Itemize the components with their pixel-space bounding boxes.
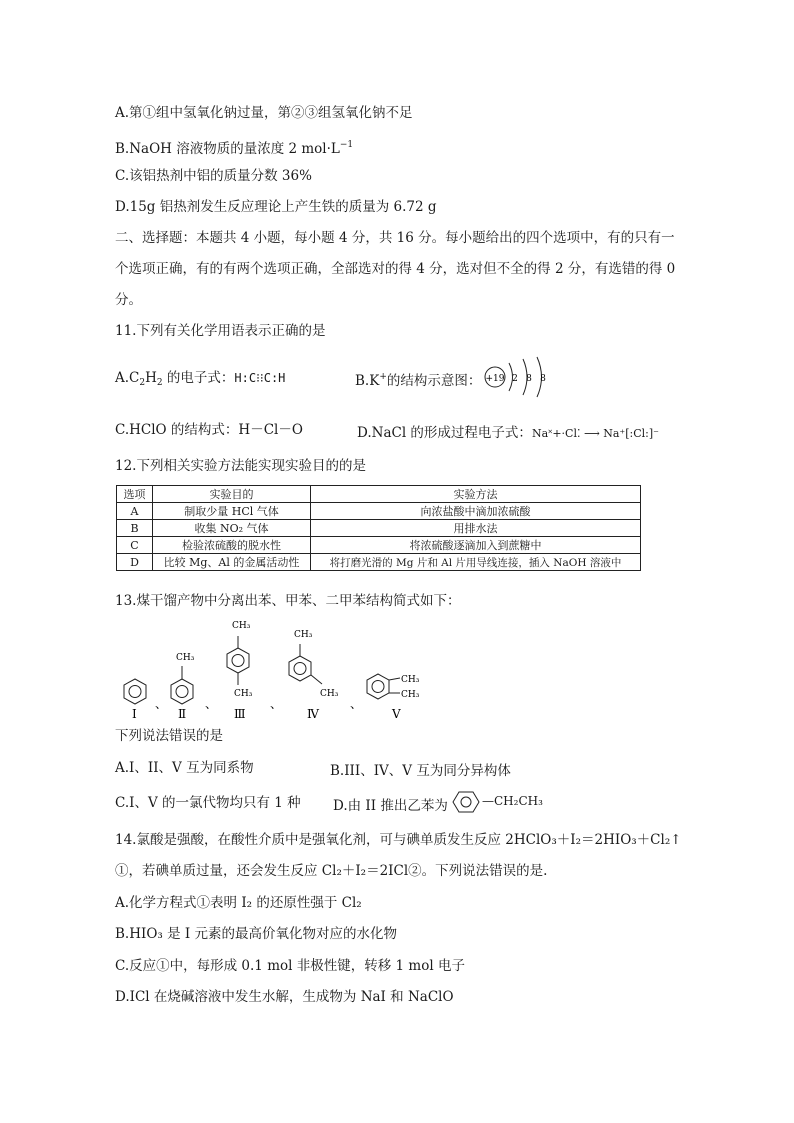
section2-line3: 分。	[115, 292, 142, 308]
table-row	[117, 537, 641, 554]
sep-4: 、	[350, 697, 363, 711]
q11-a-label: A.C	[115, 370, 140, 386]
structure-iii	[227, 621, 253, 721]
benzene-ring-icon	[447, 790, 485, 814]
table-cell: C	[117, 537, 153, 554]
sep-1: 、	[155, 697, 168, 711]
table-header: 实验目的	[153, 486, 311, 503]
table-cell: 将浓硫酸逐滴加入到蔗糖中	[311, 537, 641, 554]
q12-stem: 12.下列相关实验方法能实现实验目的的是	[115, 458, 366, 474]
q11-stem: 11.下列有关化学用语表示正确的是	[115, 323, 326, 339]
table-header-row	[117, 486, 641, 503]
q10-option-c: C.该铝热剂中铝的质量分数 36%	[115, 168, 312, 184]
q11-a-tail: 的电子式：	[162, 370, 235, 386]
table-cell: D	[117, 554, 153, 571]
q11-b-label: B.K	[355, 373, 380, 389]
table-row	[117, 554, 641, 571]
potassium-ion-structure-diagram	[483, 355, 553, 400]
section2-line1: 二、选择题：本题共 4 小题，每小题 4 分，共 16 分。每小题给出的四个选项中，有的只有一	[115, 230, 675, 246]
q11-option-c: C.HClO 的结构式：H－Cl－O	[115, 422, 303, 438]
q14-option-c: C.反应①中，每形成 0.1 mol 非极性键，转移 1 mol 电子	[115, 958, 465, 974]
q10-option-b	[115, 136, 353, 158]
q14-line2: ①，若碘单质过量，还会发生反应 Cl₂＋I₂＝2ICl②。下列说法错误的是.	[115, 863, 548, 879]
q10-option-b-text: B.NaOH 溶液物质的量浓度 2 mol·L	[115, 141, 340, 157]
q11-option-b	[355, 369, 481, 389]
k-nucleus-label: +19	[485, 374, 505, 384]
label-ii: Ⅱ	[178, 707, 187, 721]
q13-option-d	[333, 794, 448, 814]
table-cell: 检验浓硫酸的脱水性	[153, 537, 311, 554]
label-i: Ⅰ	[132, 707, 137, 721]
structure-iv	[289, 630, 339, 721]
table-cell: 用排水法	[311, 520, 641, 537]
methyl-v-1: CH₃	[401, 675, 420, 685]
table-row	[117, 503, 641, 520]
experiment-table	[116, 485, 641, 571]
table-cell: 制取少量 HCl 气体	[153, 503, 311, 520]
label-iii: Ⅲ	[234, 707, 246, 721]
structure-ii	[171, 653, 195, 721]
k-shell-3: 8	[540, 374, 546, 384]
table-row	[117, 520, 641, 537]
q11-a-sub2: 2	[156, 378, 163, 388]
q14-option-a: A.化学方程式①表明 I₂ 的还原性强于 Cl₂	[115, 895, 362, 911]
structure-i	[124, 679, 146, 721]
section2-line2: 个选项正确，有的有两个选项正确，全部选对的得 4 分，选对但不全的得 2 分，有选错的得 0	[115, 261, 676, 277]
q13-stem: 13.煤干馏产物中分离出苯、甲苯、二甲苯结构简式如下：	[115, 593, 461, 609]
q11-b-tail: 的结构示意图：	[386, 373, 482, 389]
methyl-ii: CH₃	[176, 653, 195, 663]
q13-option-b: B.III、IV、V 互为同分异构体	[330, 763, 511, 779]
q13-d-formula: —CH₂CH₃	[482, 794, 543, 808]
structural-formulas	[110, 612, 460, 722]
q11-option-d	[357, 421, 659, 441]
q14-option-b: B.HIO₃ 是 I 元素的最高价氧化物对应的水化物	[115, 926, 398, 942]
q11-d-formula: Na˟+·Cl⁚ ⟶ Na⁺[:Cl:]⁻	[531, 427, 659, 440]
methyl-v-2: CH₃	[401, 690, 420, 700]
q13-option-a: A.I、II、V 互为同系物	[115, 760, 254, 776]
table-cell: 收集 NO₂ 气体	[153, 520, 311, 537]
table-cell: 将打磨光滑的 Mg 片和 Al 片用导线连接，插入 NaOH 溶液中	[311, 554, 641, 571]
q11-a-sub1: 2	[139, 378, 146, 388]
label-v: Ⅴ	[392, 707, 401, 721]
structure-v	[367, 674, 420, 721]
q11-d-text: D.NaCl 的形成过程电子式：	[357, 425, 532, 441]
table-cell: A	[117, 503, 153, 520]
q14-option-d: D.ICl 在烧碱溶液中发生水解，生成物为 NaI 和 NaClO	[115, 989, 454, 1005]
table-cell: 比较 Mg、Al 的金属活动性	[153, 554, 311, 571]
table-cell: B	[117, 520, 153, 537]
q13-option-c: C.I、V 的一氯代物均只有 1 种	[115, 795, 301, 811]
q13-prompt: 下列说法错误的是	[115, 728, 223, 744]
q11-b-sup: +	[379, 372, 387, 382]
q10-option-b-exponent: −1	[339, 140, 354, 150]
methyl-iv-top: CH₃	[294, 630, 313, 640]
label-iv: Ⅳ	[307, 707, 319, 721]
k-shell-1: 2	[512, 374, 518, 384]
methyl-iv-side: CH₃	[320, 689, 339, 699]
table-header: 选项	[117, 486, 153, 503]
methyl-iii-bottom: CH₃	[234, 689, 253, 699]
q13-d-text: D.由 II 推出乙苯为	[333, 798, 448, 814]
q11-a-formula: H:C⁝⁝C:H	[234, 371, 286, 385]
q14-line1: 14.氯酸是强酸，在酸性介质中是强氧化剂，可与碘单质发生反应 2HClO₃＋I₂＝2HIO₃＋Cl₂↑	[115, 832, 682, 848]
k-shell-2: 8	[526, 374, 532, 384]
q11-a-mid: H	[145, 370, 157, 386]
sep-3: 、	[270, 697, 283, 711]
q10-option-d: D.15g 铝热剂发生反应理论上产生铁的质量为 6.72 g	[115, 199, 437, 215]
q10-option-a: A.第①组中氢氧化钠过量，第②③组氢氧化钠不足	[115, 105, 413, 121]
sep-2: 、	[205, 697, 218, 711]
table-cell: 向浓盐酸中滴加浓硫酸	[311, 503, 641, 520]
table-header: 实验方法	[311, 486, 641, 503]
methyl-iii-top: CH₃	[232, 621, 251, 631]
q11-option-a	[115, 369, 285, 392]
